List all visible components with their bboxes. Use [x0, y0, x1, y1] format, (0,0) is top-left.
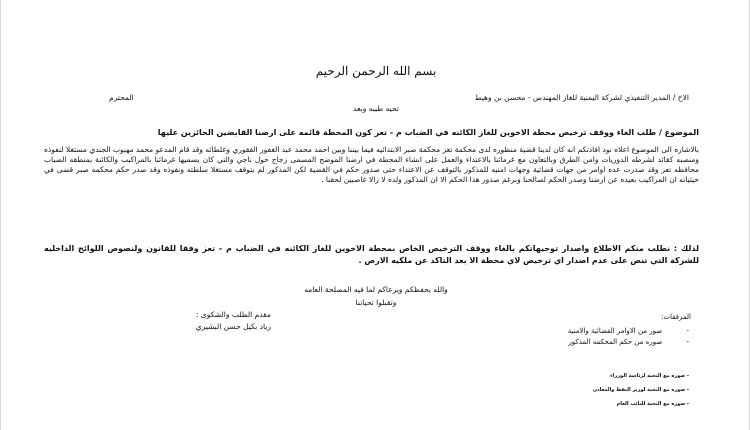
addressee: الاخ / المدير التنفيذي لشركة اليمنية للغاز المهندس - محسن بن وهيط	[474, 93, 689, 102]
request-paragraph: لذلك : نطلب منكم الاطلاع واصدار توجيهاتكم بالغاء ووقف الترخيص الخاص بمحطة الاخوين للغاز الكائنه في الضباب م - تعز وفقا للقانون ولنصوص اللوائح الداخليه للشركة التي تنص على عدم اصدار اي ترخيص لاي محطة الا بعد التاكد عن ملكيه الارض .	[44, 244, 699, 265]
attachment-item	[568, 338, 689, 346]
signature-title: مقدم الطلب والشكوى :	[195, 310, 271, 319]
bullet-dash: -	[686, 338, 689, 346]
respected-label: المحترم	[109, 93, 134, 102]
closing-greeting: وتقبلوا تحياتنا	[355, 298, 397, 307]
basmala: بسم الله الرحمن الرحيم	[315, 64, 437, 78]
copy-recipient: - صوره مع التحية لرئاسة الوزراء	[610, 373, 689, 379]
copy-recipient: - صوره مع التحية لوزير النفط والمعادن	[592, 387, 689, 393]
attachments-title: المرفقات:	[661, 313, 691, 321]
body-paragraph: بالاشاره الى الموضوع اعلاه نود افادتكم انه كان لدينا قضية منظوره لدى محكمة تعز محكمة صبر الابتدائيه فيما بيننا وبين احمد محمد عبد الغفور الفقوري وغلطائه وقد قام المدعو محمد مهيوب الجندي مستغلا لنفوذه ومنصبه كقائد لشرطه الدوريات وامن الطرق وبالتعاون مع غرمائنا بالاعتداء والعمل على انشاء المحطة في ارضنا الموضح المسمى زجاج حول ناجي والتي كان يسميها غرمائنا بالمراكيب والكائنة بمنطقه الضباب محافظه تعز وقد صدرت عده اوامر من جهات قضائية وجهات امنيه للمذكور بالتوقف عن الاعتداء حتى صدور حكم في القضية لكن المذكور لم يتوقف مستغلا سلطته ونفوذه وقد صدر حكم محكمه صبر قضى في حيثياته ان المراكيب بعيده عن ارضنا وصدر الحكم لصالحنا وبرغم صدور هذا الحكم الا ان المذكور ولده لا زالا غاصبين لحقنا .	[44, 145, 699, 184]
closing-line: والله يحفظكم ويرعاكم لما فيه المصلحة العامه	[304, 285, 448, 294]
attachment-label: صوره من حكم المحكمه المذكور	[568, 338, 663, 346]
copy-recipient: - صوره مع التحية للنائب العام	[616, 401, 689, 407]
attachment-item	[568, 327, 689, 335]
bullet-dash: -	[686, 327, 689, 335]
subject-line: الموضوع / طلب الغاء ووقف ترخيص محطة الاخوين للغاز الكائنه في الضباب م - تعز كون المحطة قائمه على ارضنا القابضين الحائزين عليها	[157, 128, 699, 137]
signature-name: زياد بكيل حسن البشيري	[195, 322, 271, 331]
greeting: تحيه طيبه وبعد	[353, 104, 399, 113]
attachment-label: صور من الاوامر القضائية والامنية	[567, 327, 663, 335]
